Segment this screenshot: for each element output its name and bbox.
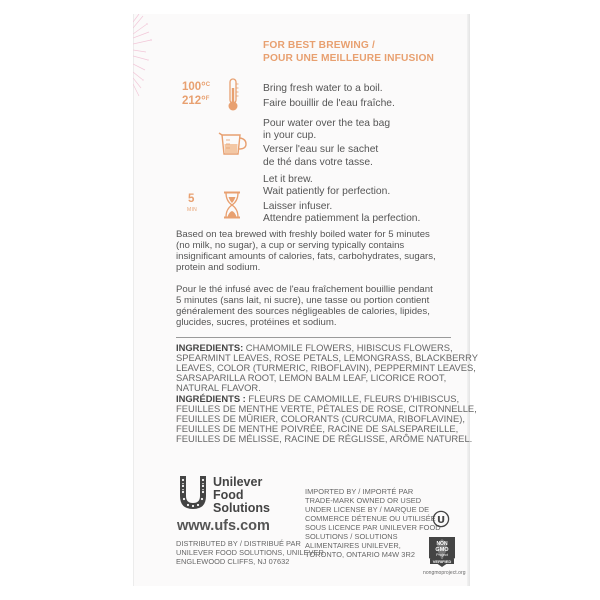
nutrition-en-2: (no milk, no sugar), a cup or serving typically contains (176, 240, 405, 251)
imported-line-1: IMPORTED BY / IMPORTÉ PAR (305, 487, 414, 496)
section-divider (176, 337, 451, 338)
ingredients-fr-line-1: INGRÉDIENTS : FLEURS DE CAMOMILLE, FLEURS D'HIBISCUS, (176, 393, 460, 404)
nutrition-en-4: protein and sodium. (176, 262, 261, 273)
brew-minutes-unit: MIN (187, 207, 198, 213)
panel-edge (467, 14, 470, 586)
ingredients-fr-line-5: FEUILLES DE MÉLISSE, RACINE DE RÉGLISSE, ARÔME NATUREL. (176, 433, 473, 444)
ingredients-fr-line-2: FEUILLES DE MENTHE VERTE, PÉTALES DE ROSE, CITRONNELLE, (176, 403, 477, 414)
nutrition-fr-4: glucides, sucres, protéines et sodium. (176, 317, 337, 328)
step-boil-en: Bring fresh water to a boil. (263, 83, 383, 94)
svg-text:U: U (436, 515, 446, 526)
step-brew-fr-1: Laisser infuser. (263, 201, 333, 212)
brewing-title-fr: POUR UNE MEILLEURE INFUSION (263, 53, 435, 64)
nutrition-fr-3: généralement des sources négligeables de calories, lipides, (176, 306, 430, 317)
step-pour-fr-1: Verser l'eau sur le sachet (263, 144, 379, 155)
brewing-title-en: FOR BEST BREWING / (263, 40, 375, 51)
brew-minutes: 5 (188, 193, 195, 205)
brand-line-2: Food (213, 488, 244, 502)
nutrition-fr-2: 5 minutes (sans lait, ni sucre), une tasse ou portion contient (176, 295, 430, 306)
brand-line-1: Unilever (213, 475, 263, 489)
nutrition-en-3: insignificant amounts of calories, fats, carbohydrates, sugars, (176, 251, 436, 262)
imported-line-6: SOLUTIONS / SOLUTIONS (305, 532, 398, 541)
ingredients-en-line-3: LEAVES, COLOR (TURMERIC, RIBOFLAVIN), PEPPERMINT LEAVES, (176, 362, 476, 373)
step-boil-fr: Faire bouillir de l'eau fraîche. (263, 98, 395, 109)
thermometer-icon (226, 78, 240, 112)
imported-line-2: TRADE-MARK OWNED OR USED (305, 496, 422, 505)
svg-text:Project: Project (436, 553, 448, 557)
imported-line-3: UNDER LICENSE BY / MARQUE DE (305, 505, 430, 514)
ingredients-en-line-4: SARSAPARILLA ROOT, LEMON BALM LEAF, LICORICE ROOT, (176, 372, 447, 383)
imported-line-4: COMMERCE DÉTENUE OU UTILISÉE (305, 514, 436, 523)
distributed-line-1: DISTRIBUTED BY / DISTRIBUÉ PAR (176, 539, 301, 548)
step-brew-en-1: Let it brew. (263, 174, 313, 185)
distributed-line-2: UNILEVER FOOD SOLUTIONS, UNILEVER (176, 548, 324, 557)
step-brew-fr-2: Attendre patiemment la perfection. (263, 213, 421, 224)
step-pour-en-2: in your cup. (263, 130, 317, 141)
svg-text:NON: NON (436, 541, 448, 547)
step-brew-en-2: Wait patiently for perfection. (263, 186, 391, 197)
temp-fahrenheit: 212°$^F$ (182, 95, 210, 107)
ingredients-en-line-2: SPEARMINT LEAVES, ROSE PETALS, LEMONGRASS, BLACKBERRY (176, 352, 479, 363)
step-pour-en-1: Pour water over the tea bag (263, 118, 391, 129)
kosher-symbol-icon (432, 510, 450, 528)
website-link[interactable]: www.ufs.com (177, 518, 270, 534)
imported-line-8: TORONTO, ONTARIO M4W 3R2 (305, 550, 416, 559)
ingredients-fr-line-3: FEUILLES DE MÛRIER, COLORANTS (CURCUMA, RIBOFLAVINE), (176, 413, 465, 424)
hourglass-icon (222, 191, 242, 219)
temp-celsius: 100°$^C$ (182, 81, 211, 93)
distributed-line-3: ENGLEWOOD CLIFFS, NJ 07632 (176, 557, 290, 566)
brand-line-3: Solutions (213, 501, 270, 515)
svg-text:VERIFIED: VERIFIED (432, 559, 452, 564)
measuring-cup-icon (218, 132, 248, 156)
svg-text:GMO: GMO (435, 547, 449, 553)
imported-line-5: SOUS LICENCE PAR UNILEVER FOOD (305, 523, 441, 532)
step-pour-fr-2: de thé dans votre tasse. (263, 157, 373, 168)
ingredients-en-line-1: INGREDIENTS: CHAMOMILE FLOWERS, HIBISCUS FLOWERS, (176, 342, 453, 353)
ingredients-fr-line-4: FEUILLES DE MENTHE POIVRÉE, RACINE DE SALSEPAREILLE, (176, 423, 459, 434)
nutrition-fr-1: Pour le thé infusé avec de l'eau fraîchement bouillie pendant (176, 284, 433, 295)
non-gmo-project-badge-icon (426, 534, 458, 570)
non-gmo-url: nongmoproject.org (423, 570, 466, 576)
nutrition-en-1: Based on tea brewed with freshly boiled water for 5 minutes (176, 229, 430, 240)
ingredients-en-line-5: NATURAL FLAVOR. (176, 382, 261, 393)
imported-line-7: ALIMENTAIRES UNILEVER, (305, 541, 401, 550)
unilever-logo-icon (176, 474, 210, 512)
